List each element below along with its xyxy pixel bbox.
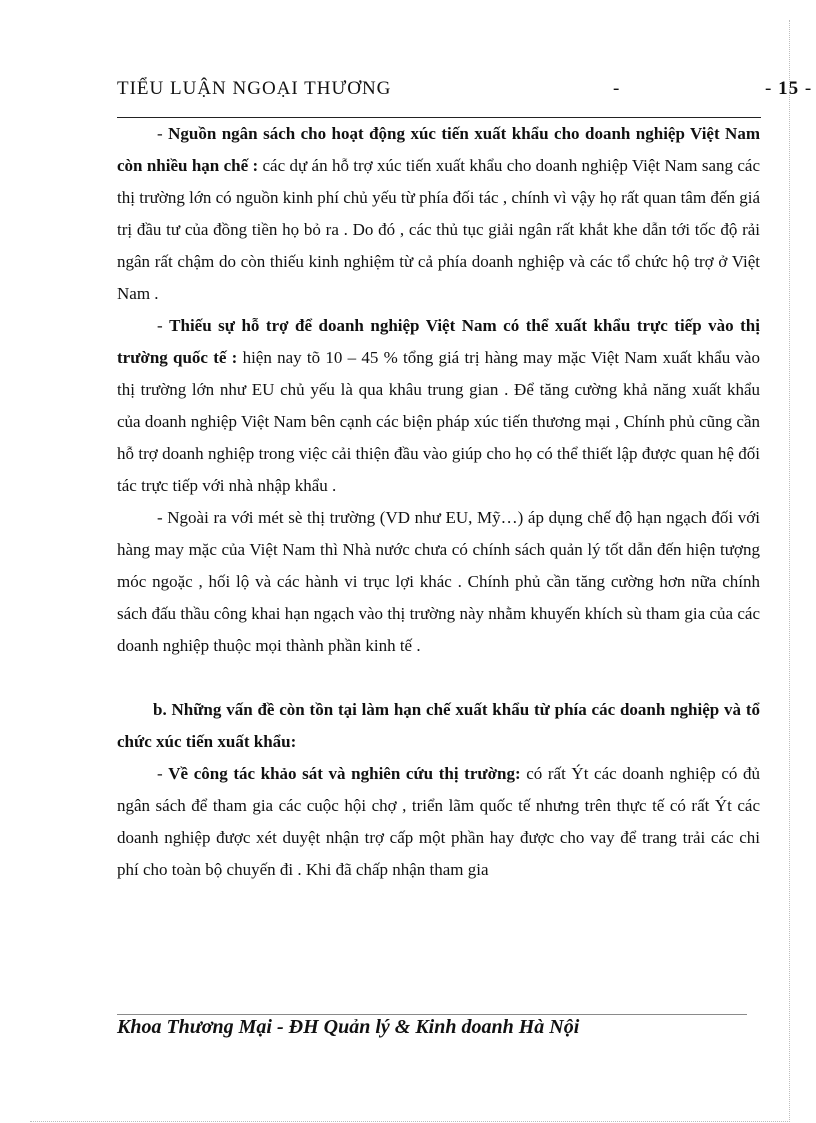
page-number-value: 15 (778, 78, 800, 99)
paragraph-text: - Ngoài ra với mét sè thị trường (VD như EU, Mỹ…) áp dụng chế độ hạn ngạch đối với hàng may mặc của Việt Nam thì Nhà nước chưa có chính sách quản lý tốt dẫn đến hiện tượng móc ngoặc , hối lộ và các hành vi trục lợi khác . Chính phủ cần tăng cường hơn nữa chính sách đấu thầu công khai hạn ngạch vào thị trường này nhằm khuyến khích sù tham gia của các doanh nghiệp thuộc mọi thành phần kinh tế . (117, 508, 760, 655)
paragraph-bold-lead: Thiếu sự hỗ trợ để doanh nghiệp Việt Nam có thể xuất khẩu trực tiếp vào thị trường quốc tế : (117, 316, 760, 367)
footer-rule (117, 1014, 747, 1015)
header-dash: - (613, 78, 621, 99)
paragraph (117, 118, 760, 310)
paragraph-text: các dự án hỗ trợ xúc tiến xuất khẩu cho doanh nghiệp Việt Nam sang các thị trường lớn có nguồn kinh phí chủ yếu từ phía đối tác , chính vì vậy họ rất quan tâm đến giá trị đầu tư của đồng tiền họ bỏ ra . Do đó , các thủ tục giải ngân rất khắt khe dẫn tới tốc độ rải ngân rất chậm do còn thiếu kinh nghiệm từ cả phía doanh nghiệp và các tổ chức hộ trợ ở Việt Nam . (117, 156, 761, 303)
header-title: TIỂU LUẬN NGOẠI THƯƠNG (117, 78, 392, 99)
document-body (117, 118, 760, 886)
page-header (117, 78, 813, 104)
paragraph-lead: - (157, 316, 170, 335)
page-border-bottom (30, 1121, 790, 1122)
paragraph-text: hiện nay tõ 10 – 45 % tổng giá trị hàng may mặc Việt Nam xuất khẩu vào thị trường lớn như EU chủ yếu là qua khâu trung gian . Để tăng cường khả năng xuất khẩu của doanh nghiệp Việt Nam bên cạnh các biện pháp xúc tiến thương mại , Chính phủ cũng cần hỗ trợ doanh nghiệp trong việc cải thiện đầu vào giúp cho họ có thể thiết lập được quan hệ đối tác trực tiếp với nhà nhập khẩu . (117, 348, 760, 495)
paragraph-text: có rất Ýt các doanh nghiệp có đủ ngân sách để tham gia các cuộc hội chợ , triển lãm quốc tế nhưng trên thực tế có rất Ýt các doanh nghiệp được xét duyệt nhận trợ cấp một phần hay được cho vay để trang trải các chi phí cho toàn bộ chuyến đi . Khi đã chấp nhận tham gia (117, 764, 760, 879)
page-number-suffix: - (804, 78, 813, 99)
paragraph-bold-lead: Nguồn ngân sách cho hoạt động xúc tiến xuất khẩu cho doanh nghiệp Việt Nam còn nhiều hạn chế : (117, 124, 760, 175)
paragraph (117, 502, 760, 662)
paragraph-bold-lead: Về công tác khảo sát và nghiên cứu thị trường: (168, 764, 521, 783)
paragraph (117, 310, 760, 502)
page-footer: Khoa Thương Mại - ĐH Quản lý & Kinh doanh Hà Nội (117, 1016, 580, 1038)
paragraph-lead: - (157, 764, 169, 783)
section-heading: b. Những vấn đề còn tồn tại làm hạn chế xuất khẩu từ phía các doanh nghiệp và tổ chức xúc tiến xuất khẩu: (117, 700, 760, 751)
page-number-prefix: - (765, 78, 773, 99)
page-border-right (789, 20, 790, 1120)
paragraph (117, 758, 760, 886)
paragraph-lead: - (157, 124, 169, 143)
